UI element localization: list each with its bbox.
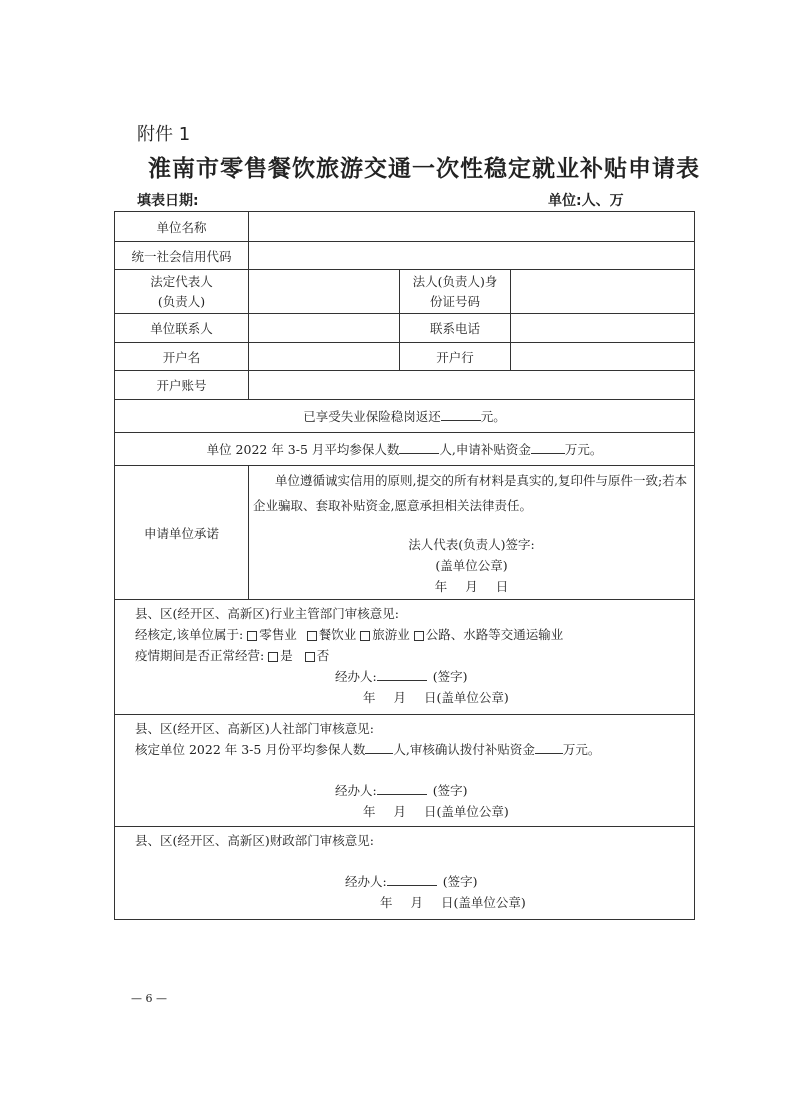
legal-id-field[interactable] [511, 270, 695, 314]
operating-line [135, 645, 674, 666]
hr-line-part2: 人,审核确认拨付补贴资金 [393, 742, 535, 757]
form-title: 淮南市零售餐饮旅游交通一次性稳定就业补贴申请表 [148, 155, 700, 182]
industry-type-line [135, 624, 674, 645]
average-insured-cell [115, 433, 695, 466]
pledge-text: 单位遵循诚实信用的原则,提交的所有材料是真实的,复印件与原件一致;若本企业骗取、套取补贴资金,愿意承担相关法律责任。 [253, 473, 688, 513]
row-credit-code [115, 242, 695, 270]
row-industry-review [115, 600, 695, 715]
contact-label: 单位联系人 [115, 314, 249, 343]
average-part1: 单位 2022 年 3-5 月平均参保人数 [206, 442, 400, 457]
row-account-name [115, 343, 695, 371]
row-refund [115, 400, 695, 433]
bank-label: 开户行 [400, 343, 511, 371]
industry-handler-blank[interactable] [377, 668, 427, 681]
subsidy-amount-blank[interactable] [531, 441, 565, 454]
checkbox-tourism[interactable] [360, 631, 370, 641]
row-pledge [115, 466, 695, 600]
attachment-label: 附件 1 [137, 124, 191, 145]
pledge-label: 申请单位承诺 [115, 466, 249, 600]
row-legal-rep [115, 270, 695, 314]
option-catering: 餐饮业 [318, 627, 357, 642]
industry-handler-line [335, 666, 674, 687]
industry-handler-label: 经办人: [335, 669, 377, 684]
hr-handler-blank[interactable] [377, 782, 427, 795]
legal-rep-label-line1: 法定代表人 [150, 273, 213, 289]
unit-name-field[interactable] [249, 212, 695, 242]
finance-review-heading: 县、区(经开区、高新区)财政部门审核意见: [135, 833, 374, 848]
finance-handler-label: 经办人: [345, 874, 387, 889]
application-form-table [114, 211, 695, 920]
legal-id-label [400, 270, 511, 314]
hr-review-cell [115, 715, 695, 827]
account-no-field[interactable] [249, 371, 695, 400]
row-unit-name [115, 212, 695, 242]
checkbox-retail[interactable] [247, 631, 257, 641]
page-number: — 6 — [131, 992, 167, 1005]
contact-field[interactable] [249, 314, 400, 343]
hr-line-part3: 万元。 [562, 742, 601, 757]
refund-suffix: 元。 [480, 409, 506, 424]
finance-review-cell [115, 827, 695, 920]
row-average-insured [115, 433, 695, 466]
pledge-seal: (盖单位公章) [435, 558, 508, 573]
finance-handler-blank[interactable] [387, 873, 437, 886]
account-name-label: 开户名 [115, 343, 249, 371]
finance-sign-note: (签字) [442, 874, 478, 889]
checkbox-no[interactable] [305, 652, 315, 662]
phone-label: 联系电话 [400, 314, 511, 343]
industry-sign-note: (签字) [432, 669, 468, 684]
row-hr-review [115, 715, 695, 827]
checkbox-catering[interactable] [307, 631, 317, 641]
hr-verify-line [135, 739, 674, 760]
unit-label: 单位:人、万 [548, 193, 624, 209]
row-account-no [115, 371, 695, 400]
hr-line-part1: 核定单位 2022 年 3-5 月份平均参保人数 [135, 742, 366, 757]
phone-field[interactable] [511, 314, 695, 343]
finance-handler-line [345, 871, 674, 892]
account-no-label: 开户账号 [115, 371, 249, 400]
option-yes: 是 [280, 648, 293, 663]
refund-cell [115, 400, 695, 433]
average-insured-blank[interactable] [399, 441, 439, 454]
industry-verified-prefix: 经核定,该单位属于: [135, 627, 244, 642]
average-part2: 人,申请补贴资金 [439, 442, 531, 457]
hr-handler-line [335, 780, 674, 801]
option-retail: 零售业 [259, 627, 297, 642]
row-contact [115, 314, 695, 343]
option-no: 否 [316, 648, 330, 663]
finance-date-seal: 年 月 日(盖单位公章) [380, 895, 526, 910]
pledge-date: 年 月 日 [434, 579, 509, 594]
hr-amount-blank[interactable] [535, 741, 563, 754]
industry-date-seal: 年 月 日(盖单位公章) [363, 690, 509, 705]
hr-sign-note: (签字) [432, 783, 468, 798]
checkbox-transport[interactable] [414, 631, 424, 641]
legal-rep-field[interactable] [249, 270, 400, 314]
industry-review-heading: 县、区(经开区、高新区)行业主管部门审核意见: [135, 606, 399, 621]
average-part3: 万元。 [564, 442, 603, 457]
row-finance-review [115, 827, 695, 920]
legal-id-label-line2: 份证号码 [429, 293, 480, 309]
unit-name-label: 单位名称 [115, 212, 249, 242]
hr-review-heading: 县、区(经开区、高新区)人社部门审核意见: [135, 721, 374, 736]
legal-rep-label-line2: (负责人) [157, 293, 206, 309]
hr-insured-blank[interactable] [365, 741, 393, 754]
pledge-sign: 法人代表(负责人)签字: [408, 537, 535, 552]
refund-amount-blank[interactable] [441, 408, 481, 421]
operating-prefix: 疫情期间是否正常经营: [135, 648, 265, 663]
credit-code-label: 统一社会信用代码 [115, 242, 249, 270]
fill-date-label: 填表日期: [137, 193, 199, 209]
industry-review-cell [115, 600, 695, 715]
account-name-field[interactable] [249, 343, 400, 371]
hr-handler-label: 经办人: [335, 783, 377, 798]
hr-date-seal: 年 月 日(盖单位公章) [363, 804, 509, 819]
option-tourism: 旅游业 [372, 627, 410, 642]
refund-prefix: 已享受失业保险稳岗返还 [303, 409, 441, 424]
option-transport: 公路、水路等交通运输业 [425, 627, 564, 642]
legal-rep-label [115, 270, 249, 314]
credit-code-field[interactable] [249, 242, 695, 270]
pledge-content [249, 466, 695, 600]
legal-id-label-line1: 法人(负责人)身 [412, 273, 498, 289]
bank-field[interactable] [511, 343, 695, 371]
checkbox-yes[interactable] [268, 652, 278, 662]
